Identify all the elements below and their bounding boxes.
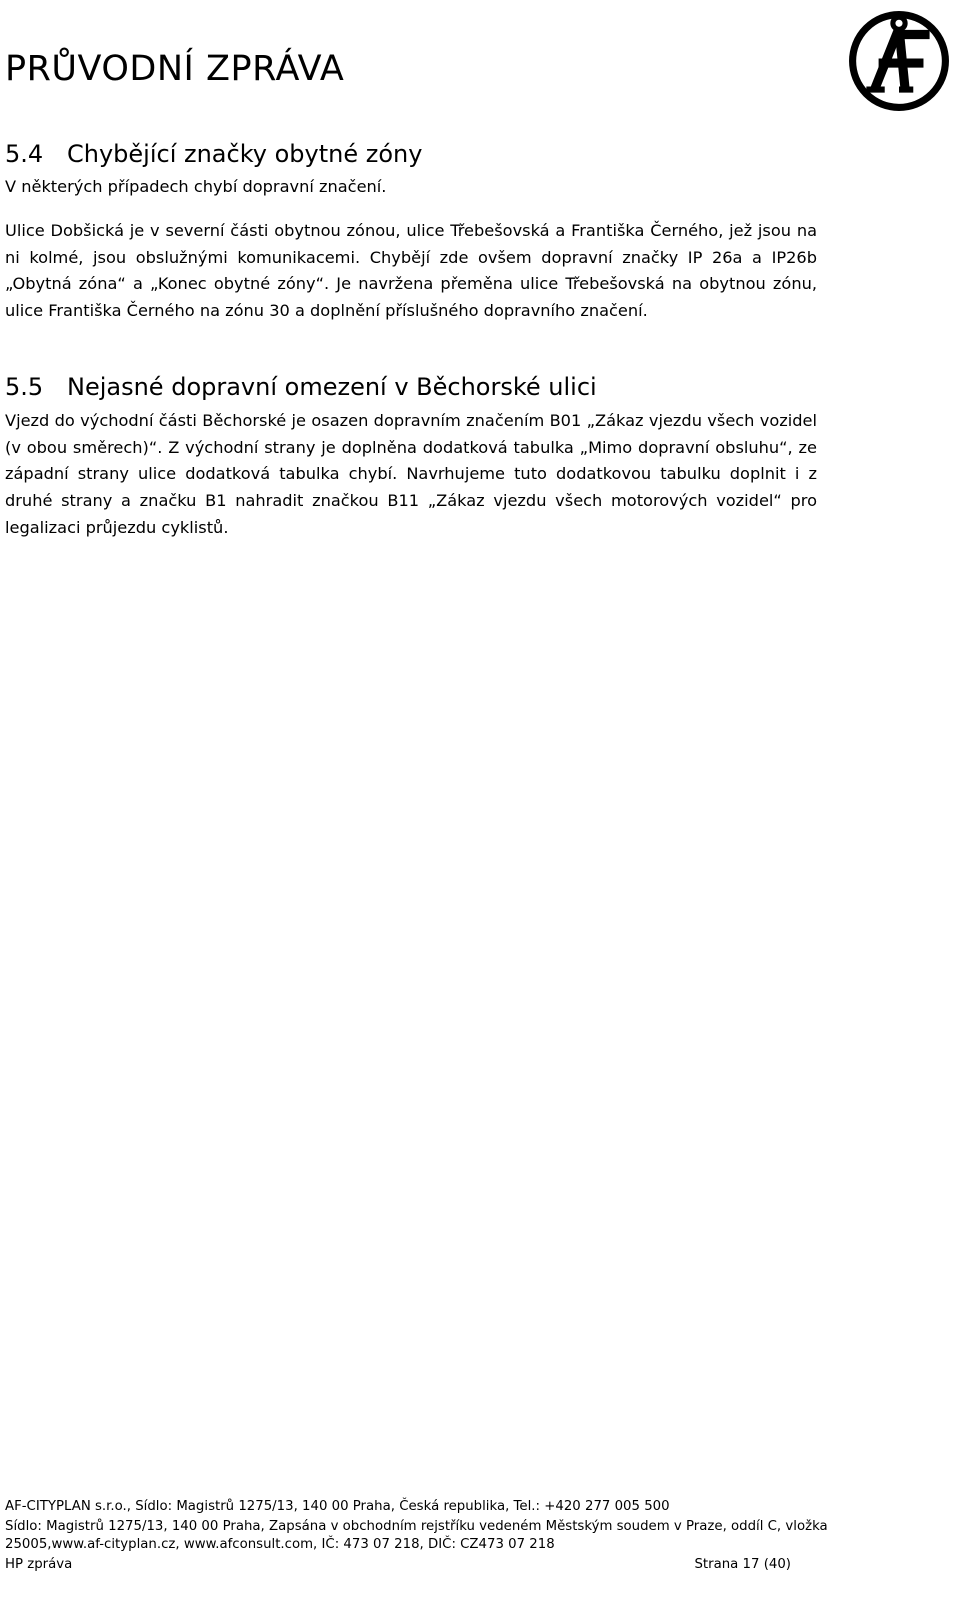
section-heading	[5, 375, 597, 399]
paragraph: V některých případech chybí dopravní značení.	[5, 177, 387, 196]
page-title: PRŮVODNÍ ZPRÁVA	[5, 49, 345, 89]
section-number: 5.5	[5, 373, 44, 401]
footer-doc-row	[5, 1556, 817, 1573]
af-logo	[848, 10, 950, 112]
footer-registration-line: Sídlo: Magistrů 1275/13, 140 00 Praha, Zapsána v obchodním rejstříku vedeném Městským soudem v Praze, oddíl C, vložka	[5, 1519, 828, 1535]
footer-page-number: Strana 17 (40)	[694, 1556, 791, 1572]
footer-contact-line: 25005,www.af-cityplan.cz, www.afconsult.com, IČ: 473 07 218, DIČ: CZ473 07 218	[5, 1536, 555, 1552]
footer-doc-name: HP zpráva	[5, 1556, 73, 1572]
paragraph: Ulice Dobšická je v severní části obytnou zónou, ulice Třebešovská a Františka Černého, jež jsou na ni kolmé, jsou obslužnými komunikacemi. Chybějí zde ovšem dopravní značky IP 26a a IP26b „Obytná zóna“ a „Konec obytné zóny“. Je navržena přeměna ulice Třebešovská na obytnou zónu, ulice Františka Černého na zónu 30 a doplnění příslušného dopravního značení.	[5, 221, 817, 321]
section-heading	[5, 142, 422, 166]
section-title: Nejasné dopravní omezení v Běchorské ulici	[67, 373, 597, 401]
footer-company-line: AF-CITYPLAN s.r.o., Sídlo: Magistrů 1275/13, 140 00 Praha, Česká republika, Tel.: +420 277 005 500	[5, 1499, 670, 1514]
page-footer	[5, 1498, 828, 1573]
section-title: Chybějící značky obytné zóny	[67, 140, 423, 168]
section-number: 5.4	[5, 140, 44, 168]
paragraph: Vjezd do východní části Běchorské je osazen dopravním značením B01 „Zákaz vjezdu všech vozidel (v obou směrech)“. Z východní strany je doplněna dodatková tabulka „Mimo dopravní obsluhu“, ze západní strany ulice dodatková tabulka chybí. Navrhujeme tuto dodatkovou tabulku doplnit i z druhé strany a značku B1 nahradit značkou B11 „Zákaz vjezdu všech motorových vozidel“ pro legalizaci průjezdu cyklistů.	[5, 411, 817, 537]
